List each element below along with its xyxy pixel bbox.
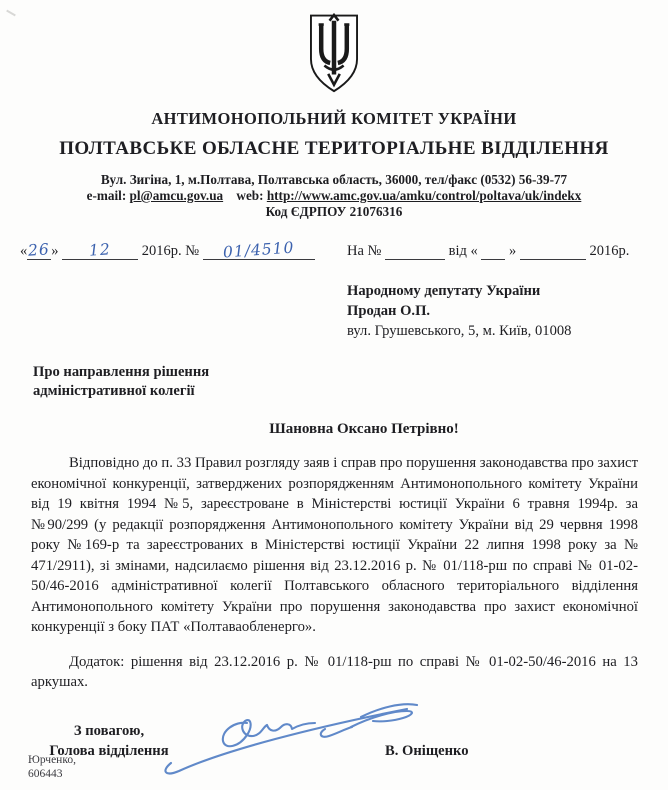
handwritten-day: 26 (27, 240, 51, 261)
incoming-reference (347, 243, 629, 260)
in-from-label: від « (448, 243, 478, 260)
executor-name: Юрченко, (28, 754, 76, 766)
ukraine-trident-emblem-icon (302, 13, 366, 95)
letterhead-contacts (0, 172, 668, 219)
signature-scribble (155, 687, 435, 787)
signoff-position: Голова відділення (49, 742, 169, 759)
recipient-block (347, 281, 668, 341)
subject-block (33, 363, 668, 401)
address-line: Вул. Зигіна, 1, м.Полтава, Полтавська область, 36000, тел/факс (0532) 56-39-77 (100, 172, 568, 187)
in-label: На № (347, 243, 382, 260)
attachment-paragraph: Додаток: рішення від 23.12.2016 р. № 01/118-рш по справі № 01-02-50/46-2016 на 13 аркушах. (31, 653, 638, 691)
edrpou-line: Код ЄДРПОУ 21076316 (265, 203, 403, 219)
salutation: Шановна Оксано Петрівно! (269, 421, 459, 438)
signer-name: В. Оніщенко (385, 742, 469, 759)
subject-line-2: адміністративної колегії (33, 383, 195, 400)
contact-line (0, 188, 668, 204)
executor-phone: 606443 (28, 767, 63, 780)
in-year-label: 2016р. (589, 243, 630, 260)
incoming-number-blank (385, 243, 445, 260)
email-label: e-mail: (86, 187, 127, 203)
incoming-month-blank (520, 243, 586, 260)
web-label: web: (236, 187, 264, 203)
recipient-title: Народному депутату України (347, 283, 541, 300)
body-paragraph: Відповідно до п. 33 Правил розгляду заяв і справ про порушення законодавства про захист економічної конкуренції, затверджених розпорядженням Антимонопольного комітету України від 19 квітня 1994 №5, зареєстроване в Міністерстві юстиції України 6 травня 1994р. за №90/299 (у редакції розпорядження Антимонопольного комітету України від 29 червня 1998 року №169-р та зареєстрованих в Міністерстві юстиції України 22 липня 1998 року за № 471/2911), зі змінами, надсилаємо рішення від 23.12.2016 р. № 01/118-рш по справі № 01-02-50/46-2016 адміністративної колегії Полтавського обласного територіального відділення Антимонопольного комітету України про порушення законодавства про захист економічної конкуренції з боку ПАТ «Полтаваобленерго». (31, 455, 638, 636)
subject-line-1: Про направлення рішення (33, 364, 210, 381)
executor-note (28, 754, 76, 781)
handwritten-outgoing-number: 01/4510 (222, 238, 295, 262)
in-quote-close: » (509, 243, 517, 260)
quote-open: « (20, 243, 28, 260)
email-address: pl@amcu.gov.ua (129, 187, 224, 203)
reference-row (0, 238, 668, 265)
office-name: ПОЛТАВСЬКЕ ОБЛАСНЕ ТЕРИТОРІАЛЬНЕ ВІДДІЛЕННЯ (59, 138, 609, 159)
handwritten-month: 12 (88, 240, 112, 261)
signoff-regards: З повагою, (73, 722, 145, 739)
out-year-label: 2016р. № (141, 243, 200, 260)
recipient-name: Продан О.П. (347, 303, 431, 320)
org-name: АНТИМОНОПОЛЬНИЙ КОМІТЕТ УКРАЇНИ (151, 109, 517, 128)
quote-close: » (51, 243, 59, 260)
signoff-block (33, 719, 638, 790)
outgoing-reference (20, 238, 315, 262)
letterhead (0, 0, 668, 100)
incoming-day-blank (481, 243, 505, 260)
web-url: http://www.amc.gov.ua/amku/control/poltava/uk/indekx (266, 187, 582, 203)
recipient-address: вул. Грушевського, 5, м. Київ, 01008 (347, 323, 572, 340)
